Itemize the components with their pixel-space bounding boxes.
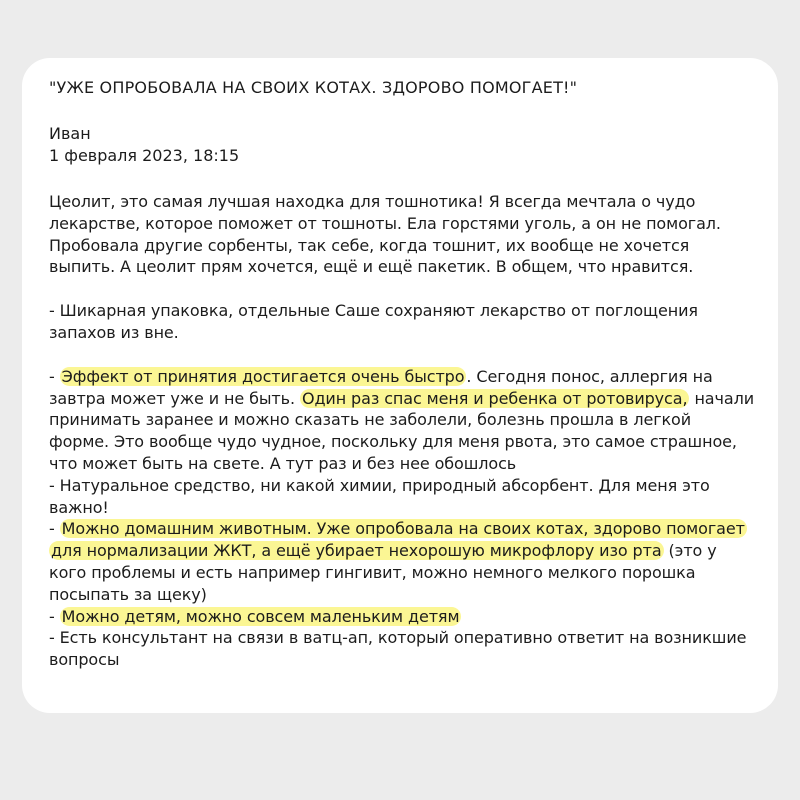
review-natural: - Натуральное средство, ни какой химии, природный абсорбент. Для меня это важно! [49, 475, 710, 517]
review-card [22, 58, 778, 713]
pets-prefix: - [49, 519, 60, 539]
pets-highlight: Можно домашним животным. Уже опробовала на своих котах, здорово помогает для нормализации ЖКТ, а ещё убирает нехорошую микрофлору изо рта [51, 519, 745, 561]
review-consultant: - Есть консультант на связи в ватц-ап, который оперативно ответит на возникшие вопросы [49, 628, 747, 670]
effect-highlight-speed: Эффект от принятия достигается очень быстро [61, 366, 465, 386]
children-prefix: - [49, 606, 60, 626]
pets-rest: (это у кого проблемы и есть например гингивит, можно немного мелкого порошка посыпать за щеку) [49, 541, 717, 604]
review-date: 1 февраля 2023, 18:15 [49, 146, 240, 165]
effect-rest: начали принимать заранее и можно сказать не заболели, болезнь прошла в легкой форме. Это вообще чудо чудное, поскольку для меня рвота, это самое страшное, что может быть на свете. А тут раз и без нее обошлось [49, 388, 754, 473]
review-intro: Цеолит, это самая лучшая находка для тошнотика! Я всегда мечтала о чудо лекарстве, которое поможет от тошноты. Ела горстями уголь, а он не помогал. Пробовала другие сорбенты, так себе, когда тошнит, их вообще не хочется выпить. А цеолит прям хочется, ещё и ещё пакетик. В общем, что нравится. [49, 192, 721, 277]
review-effect [49, 366, 754, 475]
review-headline: "УЖЕ ОПРОБОВАЛА НА СВОИХ КОТАХ. ЗДОРОВО ПОМОГАЕТ!" [49, 78, 578, 97]
review-packaging: - Шикарная упаковка, отдельные Саше сохраняют лекарство от поглощения запахов из вне. [49, 301, 698, 342]
children-highlight: Можно детям, можно совсем маленьким детям [61, 606, 460, 626]
review-body [49, 191, 754, 671]
review-children [49, 606, 754, 628]
review-author: Иван [49, 124, 91, 143]
effect-prefix: - [49, 366, 60, 386]
effect-middle: . Сегодня понос, аллергия на завтра может уже и не быть. [49, 366, 713, 408]
effect-highlight-rotavirus: Один раз спас меня и ребенка от ротовируса, [301, 388, 688, 408]
review-pets [49, 518, 754, 605]
